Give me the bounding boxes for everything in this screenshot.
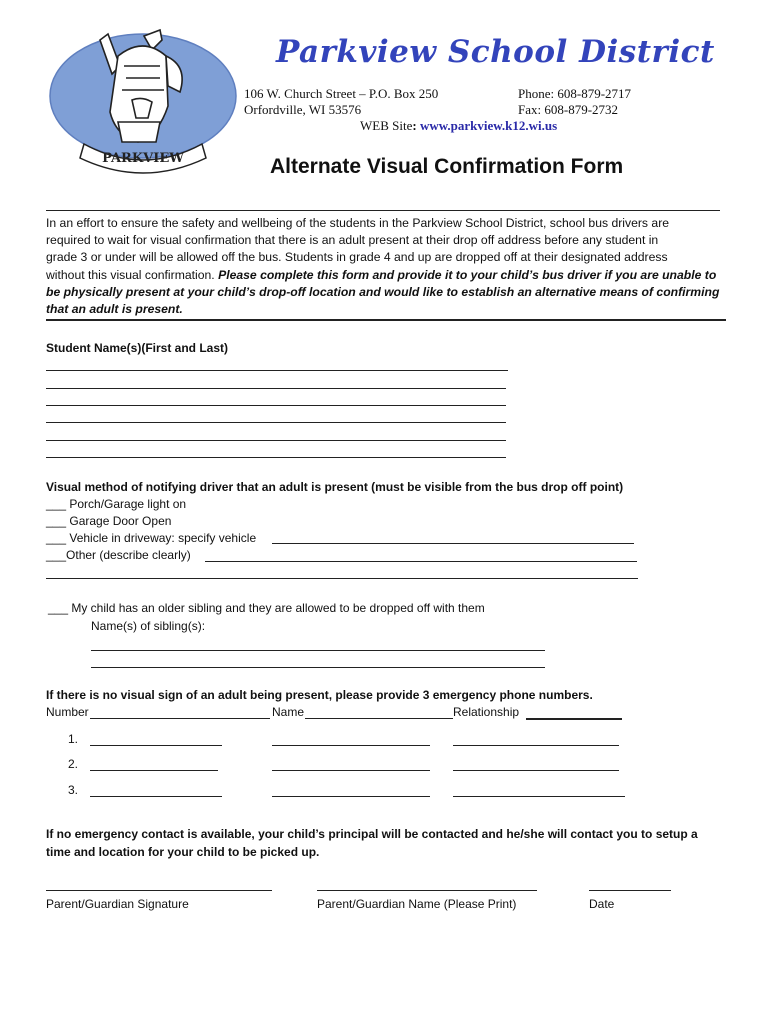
intro-line [46, 267, 719, 284]
emergency-number-field[interactable] [90, 796, 222, 797]
intro-paragraph [46, 215, 719, 318]
student-name-field[interactable] [46, 440, 506, 441]
intro-divider [46, 319, 726, 321]
principal-note-line-2: time and location for your child to be picked up. [46, 845, 320, 859]
vehicle-specify-field[interactable] [272, 543, 634, 544]
sibling-name-field[interactable] [91, 667, 545, 668]
intro-emphasis-line: that an adult is present. [46, 302, 183, 317]
emergency-relationship-field[interactable] [453, 770, 619, 771]
col-relationship: Relationship [453, 705, 520, 719]
student-names-label: Student Name(s)(First and Last) [46, 341, 229, 355]
intro-plain: without this visual confirmation. [46, 267, 219, 282]
student-name-field[interactable] [46, 422, 506, 423]
row-number-1: 1. [68, 732, 79, 746]
date-field[interactable] [589, 890, 671, 891]
district-address [244, 86, 438, 118]
emergency-name-field[interactable] [272, 745, 430, 746]
district-name: Parkview School District [276, 34, 715, 70]
col-name: Name [272, 705, 305, 719]
row-number-2: 2. [68, 757, 79, 771]
phone-number: Phone: 608-879-2717 [518, 86, 632, 101]
option-other[interactable]: ___Other (describe clearly) [46, 548, 191, 562]
print-name-label: Parent/Guardian Name (Please Print) [317, 897, 517, 911]
emergency-number-field[interactable] [90, 745, 222, 746]
student-name-field[interactable] [46, 405, 506, 406]
student-name-field[interactable] [46, 457, 506, 458]
web-sep: : [412, 118, 417, 133]
principal-note-line-1: If no emergency contact is available, your child’s principal will be contacted and he/she will contact you to setup a [46, 827, 698, 841]
sibling-name-field[interactable] [91, 650, 545, 651]
intro-emphasis: Please complete this form and provide it to your child’s bus driver if you are unable to [218, 267, 717, 282]
intro-line: In an effort to ensure the safety and wellbeing of the students in the Parkview School District, school bus drivers are [46, 216, 670, 230]
visual-method-label: Visual method of notifying driver that an adult is present (must be visible from the bus drop off point) [46, 480, 624, 494]
col-number-underline [90, 718, 270, 719]
col-relationship-underline [526, 718, 622, 720]
other-describe-field-2[interactable] [46, 578, 638, 579]
district-contact [518, 86, 631, 118]
intro-line: grade 3 or under will be allowed off the bus. Students in grade 4 and up are dropped off at their designated address [46, 250, 668, 265]
website-link[interactable]: www.parkview.k12.wi.us [419, 118, 558, 133]
district-logo [48, 26, 238, 178]
fax-number: Fax: 608-879-2732 [518, 102, 619, 117]
sibling-checkbox[interactable]: ___ My child has an older sibling and they are allowed to be dropped off with them [48, 601, 485, 615]
website-line [360, 118, 557, 134]
col-number: Number [46, 705, 89, 719]
signature-label: Parent/Guardian Signature [46, 897, 189, 911]
logo-text: PARKVIEW [102, 151, 184, 166]
intro-emphasis-line: be physically present at your child’s drop-off location and would like to establish an alternative means of confirming [46, 284, 720, 299]
date-label: Date [589, 897, 615, 911]
form-title: Alternate Visual Confirmation Form [270, 155, 624, 178]
student-name-field[interactable] [46, 388, 506, 389]
emergency-relationship-field[interactable] [453, 796, 625, 797]
option-garage-door[interactable]: ___ Garage Door Open [46, 514, 172, 528]
emergency-name-field[interactable] [272, 770, 430, 771]
emergency-name-field[interactable] [272, 796, 430, 797]
address-line-1: 106 W. Church Street – P.O. Box 250 [244, 86, 439, 101]
emergency-relationship-field[interactable] [453, 745, 619, 746]
other-describe-field[interactable] [205, 561, 637, 562]
emergency-label: If there is no visual sign of an adult being present, please provide 3 emergency phone numbers. [46, 688, 593, 702]
col-name-underline [305, 718, 453, 719]
emergency-number-field[interactable] [90, 770, 218, 771]
address-line-2: Orfordville, WI 53576 [244, 102, 362, 117]
option-vehicle[interactable]: ___ Vehicle in driveway: specify vehicle [46, 531, 257, 545]
print-name-field[interactable] [317, 890, 537, 891]
signature-field[interactable] [46, 890, 272, 891]
option-porch-light[interactable]: ___ Porch/Garage light on [46, 497, 187, 511]
web-label: WEB Site [360, 118, 413, 133]
row-number-3: 3. [68, 783, 79, 797]
sibling-names-label: Name(s) of sibling(s): [91, 619, 206, 633]
title-divider [46, 210, 720, 211]
intro-line: required to wait for visual confirmation that there is an adult present at their drop off address before any student in [46, 233, 659, 248]
student-name-field[interactable] [46, 370, 508, 371]
